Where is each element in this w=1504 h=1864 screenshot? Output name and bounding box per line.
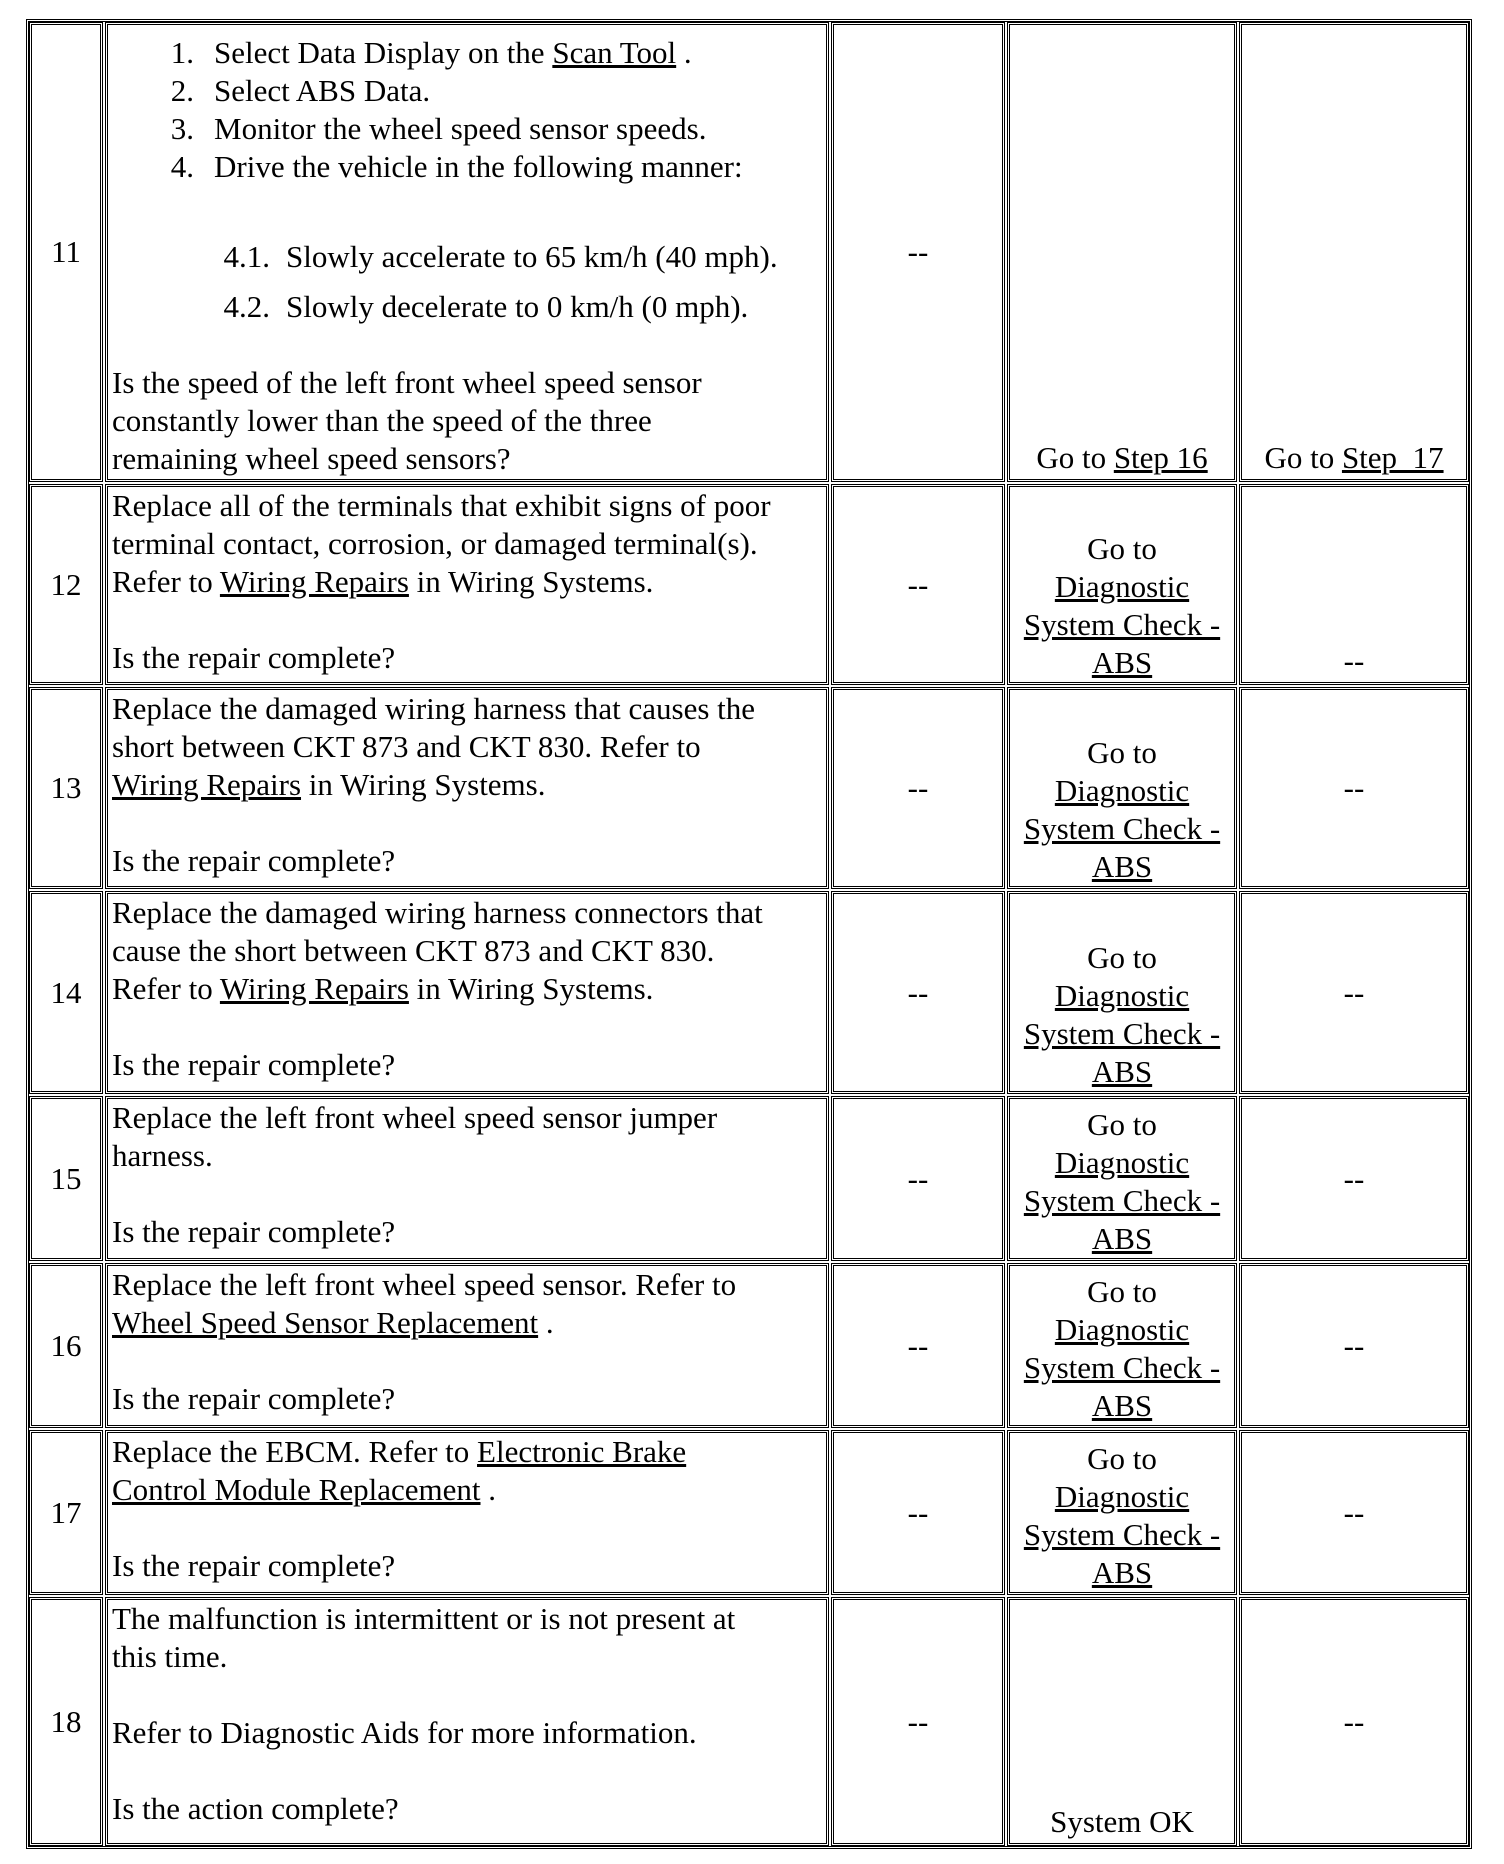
dash-text: -- xyxy=(907,1327,929,1363)
yes-cell-15 xyxy=(1007,1096,1237,1261)
yes-cell-14 xyxy=(1007,891,1237,1094)
diagnostic-system-check-link[interactable]: System Check - xyxy=(1023,811,1221,846)
action-text: in Wiring Systems. xyxy=(301,767,546,802)
diagnostic-system-check-link[interactable]: ABS xyxy=(1091,849,1153,884)
dash-text: -- xyxy=(1343,1703,1365,1739)
list-item xyxy=(112,110,822,148)
ebcm-replacement-link[interactable]: Electronic Brake xyxy=(477,1434,687,1469)
list-number: 4.2. xyxy=(223,289,270,324)
action-ref xyxy=(112,766,822,804)
action-text: in Wiring Systems. xyxy=(408,971,654,1006)
action-cell-16 xyxy=(105,1263,829,1428)
list-item xyxy=(112,72,822,110)
action-cell-13 xyxy=(105,687,829,889)
step-number-16 xyxy=(29,1263,103,1428)
dash-text: -- xyxy=(1343,770,1365,805)
dash-text: -- xyxy=(1343,643,1365,678)
wiring-repairs-link[interactable]: Wiring Repairs xyxy=(219,564,409,599)
list-number: 4.1. xyxy=(223,239,270,274)
dash-text: -- xyxy=(907,1703,929,1739)
step-number-15 xyxy=(29,1096,103,1261)
dash-text: -- xyxy=(1343,1160,1365,1196)
action-text: this time. xyxy=(112,1639,228,1674)
step-number-11 xyxy=(29,22,103,482)
yes-cell-16 xyxy=(1007,1263,1237,1428)
value-cell-16 xyxy=(831,1263,1005,1428)
dash-text: -- xyxy=(1343,1494,1365,1530)
action-text: cause the short between CKT 873 and CKT 830. xyxy=(112,933,715,968)
list-text: . xyxy=(676,35,692,70)
value-cell-17 xyxy=(831,1430,1005,1595)
yes-cell-13 xyxy=(1007,687,1237,889)
question-text: Is the speed of the left front wheel speed sensor xyxy=(112,365,702,400)
action-text: . xyxy=(480,1472,496,1507)
yes-cell-11 xyxy=(1007,22,1237,482)
diagnostic-system-check-link[interactable]: Diagnostic xyxy=(1054,1312,1190,1347)
no-cell-11 xyxy=(1239,22,1469,482)
dash-text: -- xyxy=(1343,974,1365,1010)
question-text: Is the repair complete? xyxy=(112,1381,396,1416)
step-number-text: 18 xyxy=(50,1703,82,1739)
diagnostic-system-check-link[interactable]: System Check - xyxy=(1023,1350,1221,1385)
action-text: Replace all of the terminals that exhibit signs of poor xyxy=(112,488,771,523)
list-number: 4. xyxy=(170,149,194,184)
diagnostic-system-check-link[interactable]: System Check - xyxy=(1023,1016,1221,1051)
step-16-link[interactable]: Step 16 xyxy=(1113,440,1208,475)
goto-text: Go to xyxy=(1087,1274,1157,1309)
ebcm-replacement-link[interactable]: Control Module Replacement xyxy=(112,1472,481,1507)
no-cell-17 xyxy=(1239,1430,1469,1595)
question-text: Is the repair complete? xyxy=(112,640,396,675)
action-text: Replace the damaged wiring harness connectors that xyxy=(112,895,763,930)
action-text: terminal contact, corrosion, or damaged terminal(s). xyxy=(112,526,758,561)
action-text: . xyxy=(538,1305,554,1340)
list-text: Slowly decelerate to 0 km/h (0 mph). xyxy=(286,289,749,324)
action-text: Replace the left front wheel speed sensor jumper xyxy=(112,1100,718,1135)
diagnostic-system-check-link[interactable]: Diagnostic xyxy=(1054,1479,1190,1514)
step-number-text: 11 xyxy=(51,234,81,269)
no-cell-18 xyxy=(1239,1597,1469,1846)
action-ref xyxy=(112,1304,822,1342)
step-number-14 xyxy=(29,891,103,1094)
step-number-text: 15 xyxy=(50,1160,82,1196)
diagnostic-system-check-link[interactable]: System Check - xyxy=(1023,1183,1221,1218)
goto-text: Go to xyxy=(1264,440,1335,475)
diagnostic-aids-text: Refer to Diagnostic Aids for more information. xyxy=(112,1715,697,1750)
action-ref xyxy=(112,970,822,1008)
list-text: Slowly accelerate to 65 km/h (40 mph). xyxy=(286,239,778,274)
wheel-speed-sensor-replacement-link[interactable]: Wheel Speed Sensor Replacement xyxy=(112,1305,539,1340)
dash-text: -- xyxy=(907,566,929,602)
question-text: Is the repair complete? xyxy=(112,1548,396,1583)
goto-text: Go to xyxy=(1087,531,1157,566)
question-text: Is the repair complete? xyxy=(112,1214,396,1249)
action-cell-14 xyxy=(105,891,829,1094)
question-text: constantly lower than the speed of the three xyxy=(112,403,652,438)
system-ok-text: System OK xyxy=(1050,1804,1194,1839)
step-number-text: 17 xyxy=(50,1494,82,1530)
no-cell-12 xyxy=(1239,484,1469,685)
diagnostic-system-check-link[interactable]: Diagnostic xyxy=(1054,978,1190,1013)
goto-line xyxy=(1036,439,1207,477)
sublist-item xyxy=(112,232,822,282)
goto-text: Go to xyxy=(1087,735,1157,770)
goto-text: Go to xyxy=(1087,1107,1157,1142)
no-cell-15 xyxy=(1239,1096,1469,1261)
action-text: The malfunction is intermittent or is not present at xyxy=(112,1601,736,1636)
question-text: remaining wheel speed sensors? xyxy=(112,441,511,476)
action-ref xyxy=(112,563,822,601)
yes-cell-17 xyxy=(1007,1430,1237,1595)
value-cell-12 xyxy=(831,484,1005,685)
wiring-repairs-link[interactable]: Wiring Repairs xyxy=(112,767,302,802)
action-ref xyxy=(112,1471,822,1509)
yes-cell-18 xyxy=(1007,1597,1237,1846)
no-cell-14 xyxy=(1239,891,1469,1094)
list-number: 1. xyxy=(170,35,194,70)
list-text: Drive the vehicle in the following manner: xyxy=(214,149,743,184)
goto-text: Go to xyxy=(1087,1441,1157,1476)
value-cell-11 xyxy=(831,22,1005,482)
step-number-text: 13 xyxy=(50,770,82,805)
step-number-18 xyxy=(29,1597,103,1846)
value-cell-14 xyxy=(831,891,1005,1094)
step-number-text: 16 xyxy=(50,1327,82,1363)
action-text: Refer to xyxy=(112,564,220,599)
action-cell-15 xyxy=(105,1096,829,1261)
list-number: 3. xyxy=(170,111,194,146)
diagnostic-system-check-link[interactable]: ABS xyxy=(1091,1388,1153,1423)
dash-text: -- xyxy=(907,974,929,1010)
step-number-12 xyxy=(29,484,103,685)
diagnostic-system-check-link[interactable]: ABS xyxy=(1091,1221,1153,1256)
value-cell-15 xyxy=(831,1096,1005,1261)
diagnostic-system-check-link[interactable]: Diagnostic xyxy=(1054,1145,1190,1180)
list-number: 2. xyxy=(170,73,194,108)
step-number-text: 12 xyxy=(50,566,82,602)
wiring-repairs-link[interactable]: Wiring Repairs xyxy=(219,971,409,1006)
step-17-link[interactable]: Step 17 xyxy=(1341,440,1444,475)
action-text: short between CKT 873 and CKT 830. Refer to xyxy=(112,729,701,764)
diagnostic-system-check-link[interactable]: ABS xyxy=(1091,1054,1153,1089)
dash-text: -- xyxy=(907,770,929,805)
diagnostic-system-check-link[interactable]: Diagnostic xyxy=(1054,569,1190,604)
diagnostic-system-check-link[interactable]: System Check - xyxy=(1023,1517,1221,1552)
list-text: Select ABS Data. xyxy=(214,73,431,108)
goto-text: Go to xyxy=(1087,940,1157,975)
value-cell-13 xyxy=(831,687,1005,889)
dash-text: -- xyxy=(1343,1327,1365,1363)
question-text: Is the repair complete? xyxy=(112,1047,396,1082)
step-number-17 xyxy=(29,1430,103,1595)
action-cell-18 xyxy=(105,1597,829,1846)
diagnostic-system-check-link[interactable]: System Check - xyxy=(1023,607,1221,642)
value-cell-18 xyxy=(831,1597,1005,1846)
list-item xyxy=(112,34,822,72)
scan-tool-link[interactable]: Scan Tool xyxy=(552,35,677,70)
diagnostic-system-check-link[interactable]: ABS xyxy=(1091,645,1153,680)
step-number-text: 14 xyxy=(50,974,82,1010)
action-cell-17 xyxy=(105,1430,829,1595)
question-text: Is the repair complete? xyxy=(112,843,396,878)
action-text: Refer to xyxy=(112,971,220,1006)
list-item xyxy=(112,148,822,186)
yes-cell-12 xyxy=(1007,484,1237,685)
diagnostic-system-check-link[interactable]: Diagnostic xyxy=(1054,773,1190,808)
action-text: Replace the left front wheel speed sensor. Refer to xyxy=(112,1267,737,1302)
sublist-item xyxy=(112,282,822,332)
dash-text: -- xyxy=(907,1494,929,1530)
action-line xyxy=(112,1433,822,1471)
action-text: Replace the damaged wiring harness that causes the xyxy=(112,691,756,726)
dash-text: -- xyxy=(907,234,929,269)
dash-text: -- xyxy=(907,1160,929,1196)
goto-text: Go to xyxy=(1036,440,1107,475)
diagnostic-system-check-link[interactable]: ABS xyxy=(1091,1555,1153,1590)
list-text: Monitor the wheel speed sensor speeds. xyxy=(214,111,707,146)
no-cell-16 xyxy=(1239,1263,1469,1428)
no-cell-13 xyxy=(1239,687,1469,889)
action-text: in Wiring Systems. xyxy=(408,564,654,599)
list-text: Select Data Display on the xyxy=(214,35,553,70)
goto-line xyxy=(1264,439,1443,477)
step-number-13 xyxy=(29,687,103,889)
question-text: Is the action complete? xyxy=(112,1791,399,1826)
action-text: harness. xyxy=(112,1138,213,1173)
action-text: Replace the EBCM. Refer to xyxy=(112,1434,478,1469)
action-cell-11 xyxy=(105,22,829,482)
action-cell-12 xyxy=(105,484,829,685)
